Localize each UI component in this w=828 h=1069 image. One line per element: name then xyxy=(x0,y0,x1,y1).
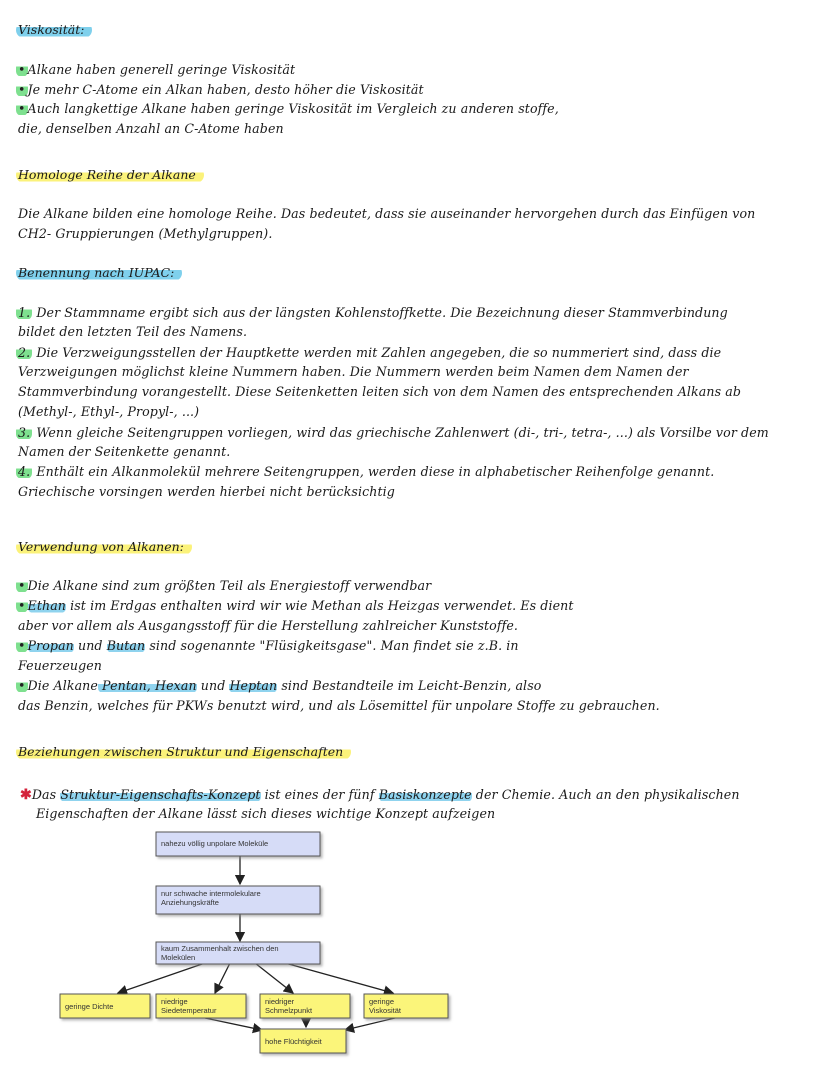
bullet-continuation: die, denselben Anzahl an C-Atome haben xyxy=(18,121,284,136)
iupac-item-line: Griechische vorsingen werden hierbei nicht berücksichtig xyxy=(18,484,395,499)
iupac-item-line: Namen der Seitenkette genannt. xyxy=(18,444,231,459)
arrow xyxy=(215,963,230,993)
svg-text:kaum Zusammenhalt zwischen den: kaum Zusammenhalt zwischen den xyxy=(161,944,279,953)
svg-text:Viskosität: Viskosität xyxy=(369,1006,401,1015)
item-number: 1. xyxy=(18,305,31,320)
bullet-text: Je mehr C-Atome ein Alkan haben, desto höher die Viskosität xyxy=(27,82,424,97)
item-text: Die Verzweigungsstellen der Hauptkette werden mit Zahlen angegeben, die so nummeriert sind, dass die xyxy=(36,345,722,360)
box-viskositaet xyxy=(364,994,448,1018)
item-number: 4. xyxy=(18,464,31,479)
bullet-text: Alkane haben generell geringe Viskosität xyxy=(27,62,296,77)
bullet-text: ist im Erdgas enthalten wird wir wie Methan als Heizgas verwendet. Es dient xyxy=(66,598,574,613)
item-text: Enthält ein Alkanmolekül mehrere Seitengruppen, werden diese in alphabetischer Reihenfolge genannt. xyxy=(36,464,715,479)
highlight-ethan: Ethan xyxy=(27,598,67,613)
highlight-pentan-hexan: Pentan, Hexan xyxy=(97,678,197,693)
bullet-dot: • xyxy=(18,598,26,613)
svg-text:geringe: geringe xyxy=(369,997,395,1006)
box-fluechtigkeit xyxy=(260,1029,346,1053)
paragraph-line: Die Alkane bilden eine homologe Reihe. Das bedeutet, dass sie auseinander hervorgehen durch das Einfügen von xyxy=(18,206,756,221)
bullet-text: sind Bestandteile im Leicht-Benzin, also xyxy=(277,678,542,693)
paragraph-line: CH2- Gruppierungen (Methylgruppen). xyxy=(18,226,273,241)
arrow xyxy=(118,963,205,993)
item-number: 2. xyxy=(18,345,31,360)
item-text: Wenn gleiche Seitengruppen vorliegen, wird das griechische Zahlenwert (di-, tri-, tetra-, ...) als Vorsilbe vor dem xyxy=(36,425,769,440)
svg-text:Siedetemperatur: Siedetemperatur xyxy=(161,1006,217,1015)
bullet-text: Die Alkane xyxy=(27,678,98,693)
box-siedetemperatur xyxy=(156,994,246,1018)
bullet-text: Die Alkane sind zum größten Teil als Energiestoff verwendbar xyxy=(27,578,432,593)
svg-text:geringe Dichte: geringe Dichte xyxy=(65,1002,114,1011)
heading-beziehungen: Beziehungen zwischen Struktur und Eigenschaften xyxy=(16,744,351,760)
arrow xyxy=(285,963,393,993)
paragraph-text: Das xyxy=(31,787,61,802)
item-text: Der Stammname ergibt sich aus der längsten Kohlenstoffkette. Die Bezeichnung dieser Stammverbindung xyxy=(36,305,728,320)
paragraph-text: der Chemie. Auch an den physikalischen xyxy=(471,787,740,802)
arrow xyxy=(255,963,293,993)
svg-text:niedrige: niedrige xyxy=(161,997,188,1006)
bullet-dot: • xyxy=(18,638,26,653)
iupac-item-line: bildet den letzten Teil des Namens. xyxy=(18,324,248,339)
iupac-item-line: Verzweigungen möglichst kleine Nummern haben. Die Nummern werden beim Namen dem Namen der xyxy=(18,364,689,379)
bullet-dot: • xyxy=(18,101,26,116)
bullet-continuation: das Benzin, welches für PKWs benutzt wird, und als Lösemittel für unpolare Stoffe zu gebrauchen. xyxy=(18,698,660,713)
highlight-konzept: Struktur-Eigenschafts-Konzept xyxy=(60,787,261,802)
box-schmelzpunkt xyxy=(260,994,350,1018)
highlight-butan: Butan xyxy=(106,638,146,653)
box-unpolare-molekuele xyxy=(156,832,320,856)
svg-text:Molekülen: Molekülen xyxy=(161,953,196,962)
svg-text:hohe Flüchtigkeit: hohe Flüchtigkeit xyxy=(265,1037,322,1046)
svg-text:nur schwache intermolekulare: nur schwache intermolekulare xyxy=(161,889,261,898)
asterisk-icon: ✱ xyxy=(20,787,32,803)
highlight-propan: Propan xyxy=(27,638,74,653)
svg-text:nahezu völlig unpolare Molekül: nahezu völlig unpolare Moleküle xyxy=(161,839,269,848)
bullet-dot: • xyxy=(18,678,26,693)
heading-verwendung: Verwendung von Alkanen: xyxy=(16,539,192,555)
box-anziehungskraefte xyxy=(156,886,320,914)
bullet-dot: • xyxy=(18,578,26,593)
bullet-dot: • xyxy=(18,62,26,77)
iupac-item-line: Stammverbindung vorangestellt. Diese Seitenketten leiten sich von dem Namen des entsprechenden Alkans ab xyxy=(18,384,742,399)
paragraph-line: Eigenschaften der Alkane lässt sich dieses wichtige Konzept aufzeigen xyxy=(36,806,496,821)
bullet-continuation: Feuerzeugen xyxy=(18,658,103,673)
heading-homologe-reihe: Homologe Reihe der Alkane xyxy=(16,167,204,183)
arrow xyxy=(345,1018,395,1030)
box-geringe-dichte xyxy=(60,994,150,1018)
box-zusammenhalt xyxy=(156,942,320,964)
heading-viskositaet: Viskosität: xyxy=(16,22,92,38)
bullet-text: Auch langkettige Alkane haben geringe Viskosität im Vergleich zu anderen stoffe, xyxy=(27,101,559,116)
highlight-heptan: Heptan xyxy=(229,678,278,693)
svg-text:Anziehungskräfte: Anziehungskräfte xyxy=(161,898,219,907)
bullet-continuation: aber vor allem als Ausgangsstoff für die Herstellung zahlreicher Kunststoffe. xyxy=(18,618,519,633)
highlight-basiskonzepte: Basiskonzepte xyxy=(378,787,472,802)
bullet-text: sind sogenannte "Flüsigkeitsgase". Man findet sie z.B. in xyxy=(145,638,519,653)
arrow xyxy=(205,1018,262,1030)
iupac-item-line: (Methyl-, Ethyl-, Propyl-, ...) xyxy=(18,404,200,419)
bullet-dot: • xyxy=(18,82,26,97)
paragraph-text: ist eines der fünf xyxy=(260,787,379,802)
heading-iupac: Benennung nach IUPAC: xyxy=(16,265,182,281)
bullet-text: und xyxy=(196,678,230,693)
svg-text:Schmelzpunkt: Schmelzpunkt xyxy=(265,1006,313,1015)
item-number: 3. xyxy=(18,425,31,440)
svg-text:niedriger: niedriger xyxy=(265,997,295,1006)
bullet-text: und xyxy=(73,638,107,653)
